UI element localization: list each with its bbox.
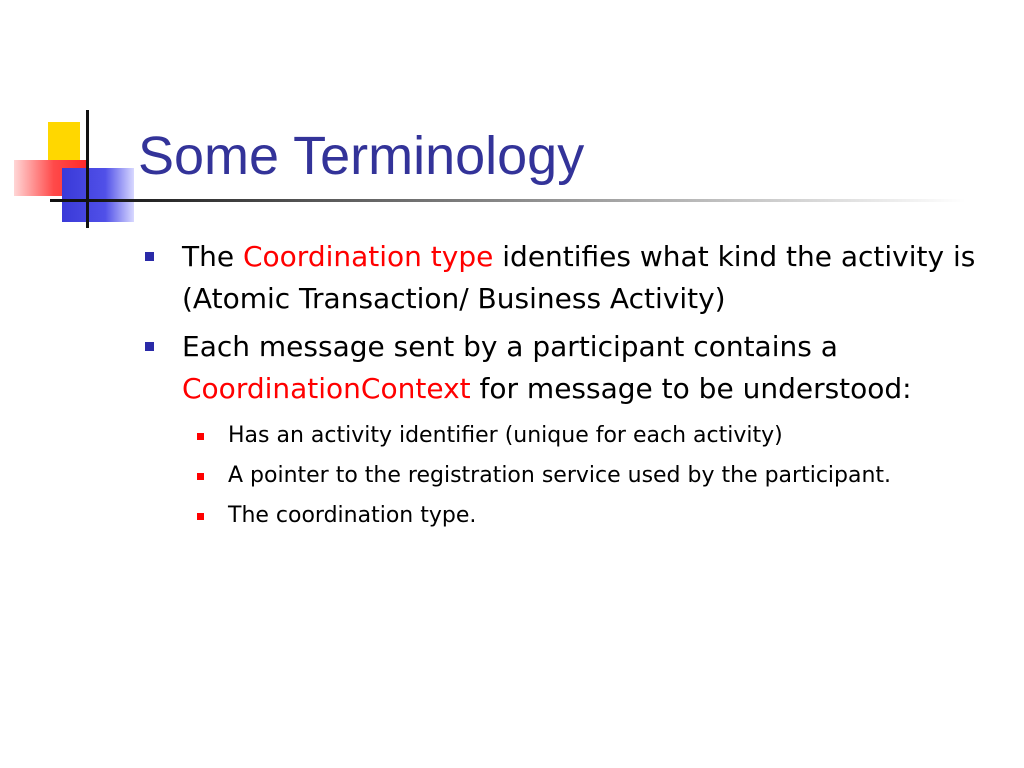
square-bullet-icon (197, 473, 204, 480)
bullet-text-before: Each message sent by a participant contains a (182, 330, 838, 363)
slide-decoration-logo (0, 0, 150, 240)
square-bullet-icon (197, 433, 204, 440)
square-bullet-icon (145, 342, 154, 351)
bullet-text-after: identifies what kind the activity is (Atomic Transaction/ Business Activity) (182, 240, 976, 315)
sub-bullet-item (140, 456, 1000, 496)
slide-title: Some Terminology (138, 126, 585, 186)
bullet-item-coordination-type (140, 236, 1000, 320)
title-underline (86, 199, 966, 202)
highlight-term: Coordination type (242, 240, 494, 273)
blue-gradient-square-decoration (62, 168, 134, 222)
sub-bullet-text: A pointer to the registration service used by the participant. (228, 463, 892, 488)
slide-content (140, 236, 1000, 536)
highlight-term: CoordinationContext (182, 372, 471, 405)
sub-bullet-text: Has an activity identifier (unique for each activity) (228, 423, 783, 448)
square-bullet-icon (197, 513, 204, 520)
bullet-text-after: for message to be understood: (470, 372, 912, 405)
sub-bullet-list (140, 416, 1000, 536)
sub-bullet-text: The coordination type. (228, 503, 477, 528)
bullet-text-before: The (182, 240, 243, 273)
square-bullet-icon (145, 252, 154, 261)
sub-bullet-item (140, 416, 1000, 456)
bullet-item-coordination-context (140, 326, 1000, 410)
sub-bullet-item (140, 496, 1000, 536)
vertical-line-decoration (86, 110, 89, 228)
